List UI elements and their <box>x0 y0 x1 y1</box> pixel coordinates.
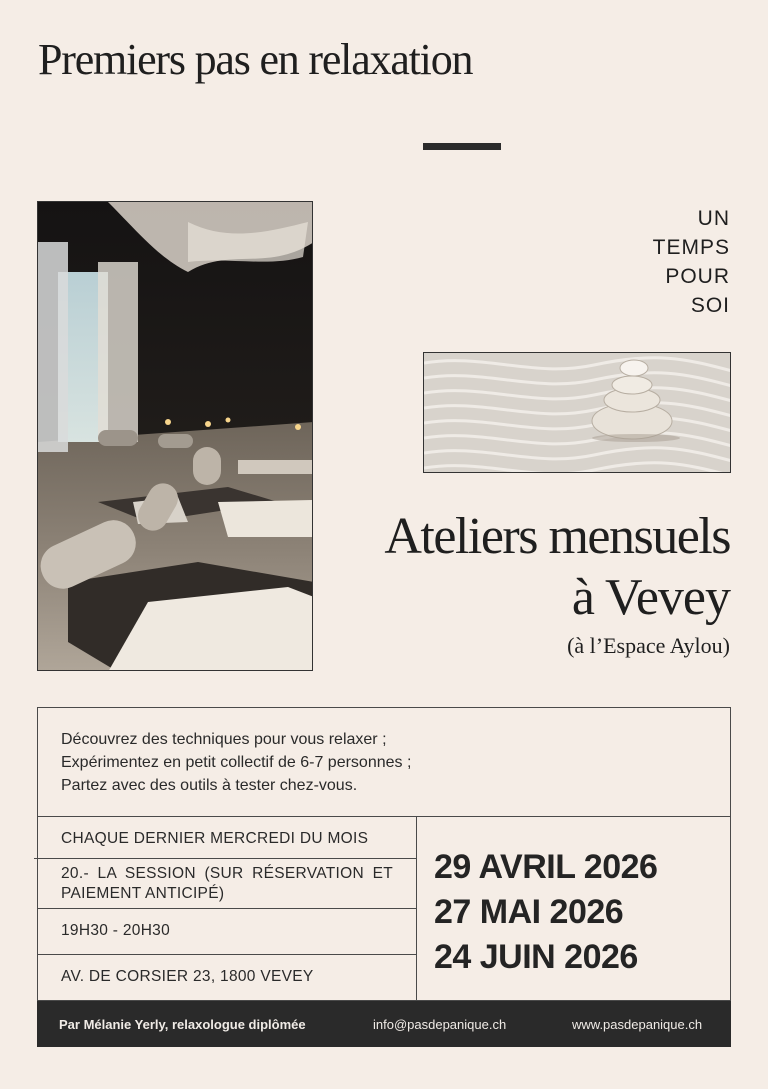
time-text: 19H30 - 20H30 <box>61 922 171 939</box>
headline-venue: (à l’Espace Aylou) <box>567 633 730 658</box>
intro-line: Découvrez des techniques pour vous relaxer ; <box>61 731 387 748</box>
session-date: 29 AVRIL 2026 <box>434 848 658 886</box>
footer-email[interactable]: info@pasdepanique.ch <box>373 1017 507 1032</box>
headline-workshops: Ateliers mensuels <box>384 508 730 565</box>
relaxation-room-photo <box>37 201 313 671</box>
address-text: AV. DE CORSIER 23, 1800 VEVEY <box>61 968 314 985</box>
divider <box>38 908 416 909</box>
schedule-text: CHAQUE DERNIER MERCREDI DU MOIS <box>61 830 369 847</box>
footer-website[interactable]: www.pasdepanique.ch <box>572 1017 703 1032</box>
footer-author: Par Mélanie Yerly, relaxologue diplômée <box>59 1017 306 1032</box>
tagline-line: TEMPS <box>652 236 730 259</box>
session-date: 27 MAI 2026 <box>434 893 624 931</box>
tagline-line: SOI <box>690 294 730 317</box>
intro-text <box>61 728 411 797</box>
footer-bar <box>37 1001 731 1047</box>
headline-location: à Vevey <box>571 569 730 626</box>
info-box <box>37 707 731 1001</box>
intro-line: Expérimentez en petit collectif de 6-7 personnes ; <box>61 754 412 771</box>
divider <box>34 858 416 859</box>
tagline <box>653 204 730 320</box>
divider <box>38 954 416 955</box>
decorative-divider <box>423 143 501 150</box>
session-dates <box>434 845 657 980</box>
tagline-line: POUR <box>665 265 730 288</box>
headline <box>384 505 730 663</box>
session-date: 24 JUIN 2026 <box>434 938 638 976</box>
divider <box>38 816 730 817</box>
zen-stones-photo <box>423 352 731 473</box>
page-title: Premiers pas en relaxation <box>38 35 473 84</box>
divider <box>416 816 417 1001</box>
price-text: 20.- LA SESSION (SUR RÉSERVATION ET PAIEMENT ANTICIPÉ) <box>61 865 393 902</box>
intro-line: Partez avec des outils à tester chez-vous. <box>61 777 358 794</box>
tagline-line: UN <box>697 207 730 230</box>
